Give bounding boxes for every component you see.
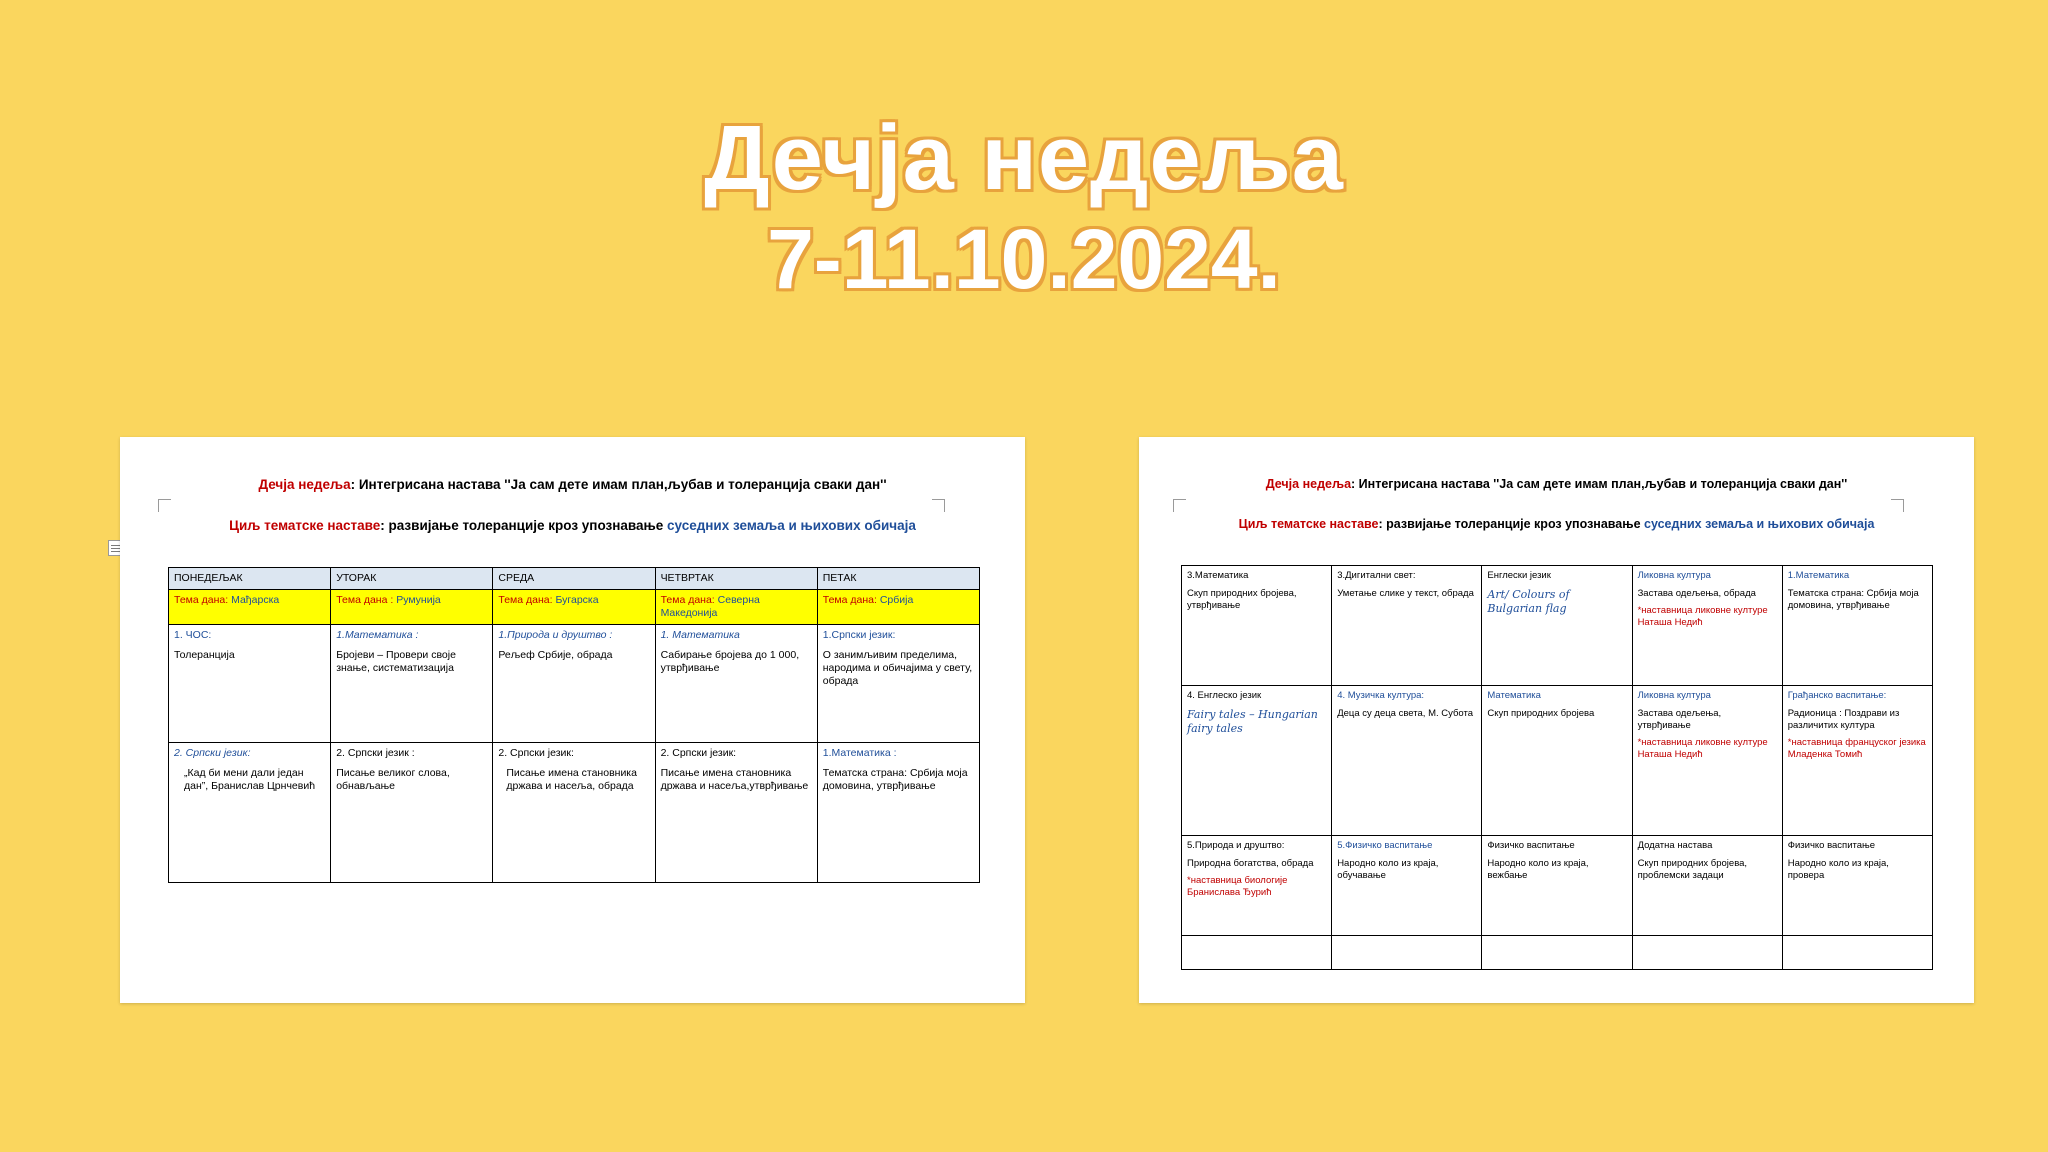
lesson-body: Бројеви – Провери своје знање, систематизација bbox=[336, 648, 456, 674]
lesson-cell-thu-2 bbox=[655, 743, 817, 883]
theme-country: Северна Македонија bbox=[660, 594, 760, 620]
lesson-body: О занимљивим пределима, народима и обичајима у свету, обрада bbox=[822, 648, 973, 687]
table-row-lesson-2 bbox=[169, 743, 980, 883]
subject-label: Додатна настава bbox=[1637, 840, 1713, 851]
lesson-body: Народно коло из краја, вежбање bbox=[1487, 857, 1589, 881]
table-row-lesson-5 bbox=[1182, 836, 1933, 936]
lesson-cell-r2-c4 bbox=[1632, 686, 1782, 836]
lesson-body: Писање великог слова, обнављање bbox=[336, 766, 450, 792]
empty-cell-4 bbox=[1632, 936, 1782, 970]
subject-label: 2. Српски језик: bbox=[660, 747, 737, 760]
lesson-cell-r3-c5 bbox=[1782, 836, 1932, 936]
document-page-right bbox=[1139, 437, 1974, 1003]
table-row-empty bbox=[1182, 936, 1933, 970]
lesson-cell-r3-c3 bbox=[1482, 836, 1632, 936]
lesson-cell-mon-2 bbox=[169, 743, 331, 883]
lesson-body: Народно коло из краја, обучавање bbox=[1337, 857, 1439, 881]
lesson-body: Писање имена становника држава и насеља,утврђивање bbox=[660, 766, 809, 792]
lesson-body: Уметање слике у текст, обрада bbox=[1337, 587, 1474, 599]
lesson-cell-r1-c5 bbox=[1782, 566, 1932, 686]
subject-label: Енглески језик bbox=[1487, 570, 1551, 581]
lesson-body: Деца су деца света, М. Субота bbox=[1337, 707, 1474, 719]
lesson-body: „Кад би мени дали један дан”, Бранислав Црнчевић bbox=[184, 766, 316, 792]
slide-title bbox=[0, 107, 2048, 306]
theme-country: Србија bbox=[879, 594, 914, 607]
day-header-monday: ПОНЕДЕЉАК bbox=[169, 568, 331, 590]
lesson-cell-r1-c3 bbox=[1482, 566, 1632, 686]
lesson-body-handwritten: Art/ Colours of Bulgarian flag bbox=[1487, 587, 1570, 615]
lesson-body: Рељеф Србије, обрада bbox=[498, 648, 613, 661]
title-line-1: Дечја недеља bbox=[704, 107, 1344, 209]
doc-header-line-2-b: : развијање толеранције кроз упознавање bbox=[1378, 517, 1645, 531]
margin-mark-top-left bbox=[158, 499, 171, 512]
theme-label: Тема дана: bbox=[174, 594, 229, 607]
lesson-cell-wed-2 bbox=[493, 743, 655, 883]
doc-header-line-2-a: Циљ тематске наставе bbox=[229, 518, 381, 533]
lesson-cell-thu-1 bbox=[655, 625, 817, 743]
subject-label: Математика bbox=[1487, 690, 1541, 701]
doc-header-line-2-c: суседних земаља и њихових обичаја bbox=[1644, 517, 1875, 531]
subject-label: Грађанско васпитање: bbox=[1787, 690, 1887, 701]
table-row-days bbox=[169, 568, 980, 590]
empty-cell-2 bbox=[1332, 936, 1482, 970]
table-row-lesson-3 bbox=[1182, 566, 1933, 686]
theme-cell-tuesday bbox=[331, 590, 493, 625]
subject-label: 4. Музичка култура: bbox=[1337, 690, 1425, 701]
subject-label: 1.Математика : bbox=[336, 629, 419, 642]
lesson-cell-r2-c3 bbox=[1482, 686, 1632, 836]
lesson-cell-fri-2 bbox=[817, 743, 979, 883]
doc-header-line-1-b: : Интегрисана настава ''Ја сам дете имам план,љубав и толеранција сваки дан'' bbox=[1351, 477, 1848, 491]
subject-label: 3.Дигитални свет: bbox=[1337, 570, 1416, 581]
doc-header-line-1-a: Дечја недеља bbox=[1265, 477, 1352, 491]
subject-label: Ликовна култура bbox=[1637, 570, 1711, 581]
theme-label: Тема дана: bbox=[660, 594, 715, 607]
weekly-plan-table-left bbox=[168, 567, 980, 883]
table-row-theme bbox=[169, 590, 980, 625]
lesson-body: Скуп природних бројева bbox=[1487, 707, 1595, 719]
lesson-body: Скуп природних бројева, проблемски задаци bbox=[1637, 857, 1748, 881]
subject-label: 2. Српски језик: bbox=[498, 747, 574, 760]
teacher-note: *наставница француског језика Младенка Томић bbox=[1787, 736, 1926, 760]
subject-label: 1.Математика bbox=[1787, 570, 1850, 581]
document-page-left bbox=[120, 437, 1025, 1003]
subject-label: 1.Природа и друштво : bbox=[498, 629, 613, 642]
theme-label: Тема дана: bbox=[498, 594, 553, 607]
weekly-plan-table-right bbox=[1181, 565, 1933, 970]
lesson-cell-r3-c2 bbox=[1332, 836, 1482, 936]
margin-mark-top-left bbox=[1173, 499, 1186, 512]
lesson-body: Тематска страна: Србија моја домовина, утврђивање bbox=[822, 766, 968, 792]
theme-country: Бугарска bbox=[555, 594, 599, 607]
teacher-note: *наставница ликовне културе Наташа Недић bbox=[1637, 736, 1768, 760]
lesson-body: Толеранција bbox=[174, 648, 235, 661]
lesson-body: Народно коло из краја, провера bbox=[1787, 857, 1889, 881]
table-row-lesson-4 bbox=[1182, 686, 1933, 836]
theme-cell-monday bbox=[169, 590, 331, 625]
subject-label: 2. Српски језик : bbox=[336, 747, 415, 760]
subject-label: 4. Енглеско језик bbox=[1187, 690, 1262, 701]
day-header-tuesday: УТОРАК bbox=[331, 568, 493, 590]
subject-label: 1. Математика bbox=[660, 629, 740, 642]
lesson-cell-r1-c1 bbox=[1182, 566, 1332, 686]
doc-header-line-1 bbox=[1139, 477, 1974, 491]
title-line-2: 7-11.10.2024. bbox=[767, 211, 1281, 306]
lesson-body: Застава одељења, утврђивање bbox=[1637, 707, 1722, 731]
empty-cell-3 bbox=[1482, 936, 1632, 970]
lesson-cell-r3-c4 bbox=[1632, 836, 1782, 936]
lesson-body: Радионица : Поздрави из различитих култура bbox=[1787, 707, 1900, 731]
subject-label: 5.Природа и друштво: bbox=[1187, 840, 1285, 851]
doc-header-line-2-b: : развијање толеранције кроз упознавање bbox=[380, 518, 668, 533]
teacher-note: *наставница ликовне културе Наташа Недић bbox=[1637, 604, 1768, 628]
lesson-cell-r3-c1 bbox=[1182, 836, 1332, 936]
theme-country: Румунија bbox=[396, 594, 441, 607]
doc-header-line-2-a: Циљ тематске наставе bbox=[1238, 517, 1379, 531]
theme-country: Мађарска bbox=[231, 594, 280, 607]
empty-cell-5 bbox=[1782, 936, 1932, 970]
subject-label: 5.Физичко васпитање bbox=[1337, 840, 1433, 851]
theme-cell-friday bbox=[817, 590, 979, 625]
lesson-cell-r1-c4 bbox=[1632, 566, 1782, 686]
subject-label: Физичко васпитање bbox=[1487, 840, 1575, 851]
lesson-cell-fri-1 bbox=[817, 625, 979, 743]
doc-header-line-1 bbox=[120, 477, 1025, 492]
theme-cell-wednesday bbox=[493, 590, 655, 625]
empty-cell-1 bbox=[1182, 936, 1332, 970]
lesson-cell-mon-1 bbox=[169, 625, 331, 743]
margin-mark-top-right bbox=[932, 499, 945, 512]
doc-header-line-1-b: : Интегрисана настава ''Ја сам дете имам план,љубав и толеранција сваки дан'' bbox=[350, 477, 887, 492]
theme-cell-thursday bbox=[655, 590, 817, 625]
lesson-body: Скуп природних бројева, утврђивање bbox=[1187, 587, 1297, 611]
theme-label: Тема дана : bbox=[336, 594, 394, 607]
theme-label: Тема дана: bbox=[822, 594, 877, 607]
day-header-friday: ПЕТАК bbox=[817, 568, 979, 590]
lesson-body: Писање имена становника држава и насеља, обрада bbox=[506, 766, 637, 792]
subject-label: Физичко васпитање bbox=[1787, 840, 1876, 851]
lesson-body: Природна богатства, обрада bbox=[1187, 857, 1314, 869]
teacher-note: *наставница биологије Бранислава Ђурић bbox=[1187, 874, 1288, 898]
subject-label: 3.Математика bbox=[1187, 570, 1249, 581]
lesson-body: Тематска страна: Србија моја домовина, утврђивање bbox=[1787, 587, 1919, 611]
lesson-cell-wed-1 bbox=[493, 625, 655, 743]
lesson-cell-r2-c2 bbox=[1332, 686, 1482, 836]
subject-label: 1.Српски језик: bbox=[822, 629, 896, 642]
doc-header-line-2 bbox=[1139, 517, 1974, 531]
doc-header-line-2-c: суседних земаља и њихових обичаја bbox=[667, 518, 916, 533]
lesson-body-handwritten: Fairy tales – Hungarian fairy tales bbox=[1187, 707, 1318, 735]
day-header-wednesday: СРЕДА bbox=[493, 568, 655, 590]
subject-label: 2. Српски језик: bbox=[174, 747, 251, 760]
subject-label: Ликовна култура bbox=[1637, 690, 1711, 701]
day-header-thursday: ЧЕТВРТАК bbox=[655, 568, 817, 590]
lesson-cell-tue-1 bbox=[331, 625, 493, 743]
lesson-body: Застава одељења, обрада bbox=[1637, 587, 1756, 599]
subject-label: 1. ЧОС: bbox=[174, 629, 212, 642]
doc-header-line-2 bbox=[120, 518, 1025, 533]
lesson-body: Сабирање бројева до 1 000, утврђивање bbox=[660, 648, 800, 674]
lesson-cell-r2-c5 bbox=[1782, 686, 1932, 836]
margin-mark-top-right bbox=[1891, 499, 1904, 512]
doc-header-line-1-a: Дечја недеља bbox=[258, 477, 351, 492]
lesson-cell-tue-2 bbox=[331, 743, 493, 883]
subject-label: 1.Математика : bbox=[822, 747, 897, 760]
table-row-lesson-1 bbox=[169, 625, 980, 743]
lesson-cell-r1-c2 bbox=[1332, 566, 1482, 686]
lesson-cell-r2-c1 bbox=[1182, 686, 1332, 836]
